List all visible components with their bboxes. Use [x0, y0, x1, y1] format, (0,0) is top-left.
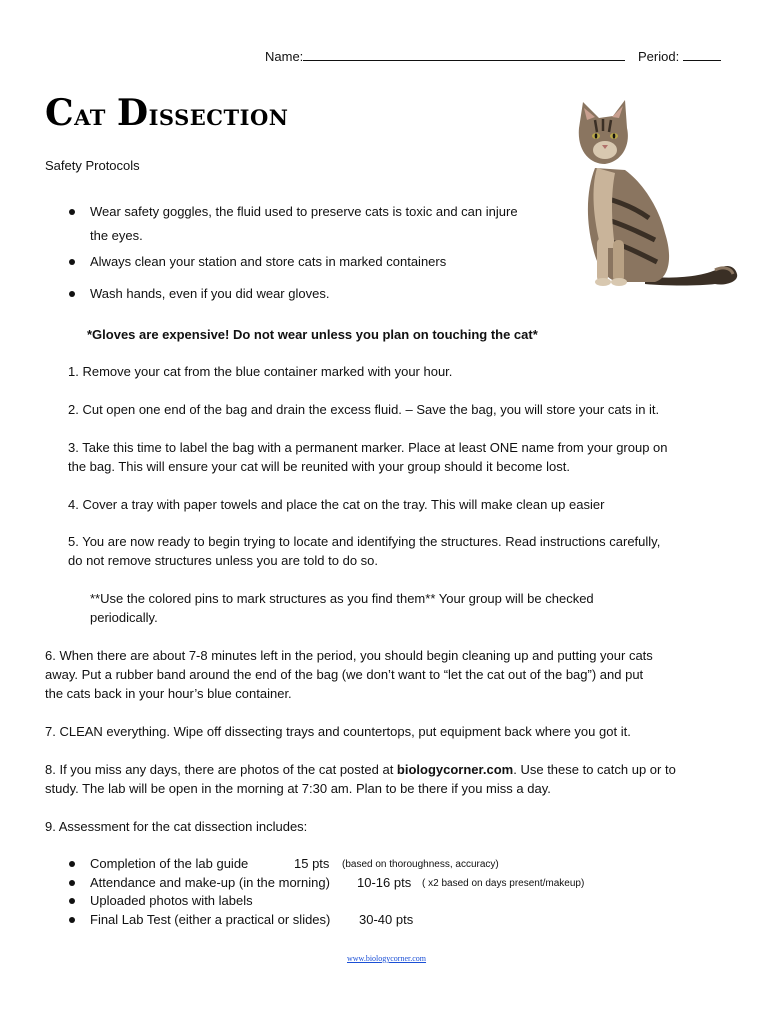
page-title	[45, 92, 288, 134]
assessment-points: 30-40 pts	[359, 912, 414, 927]
step-7: 7. CLEAN everything. Wipe off dissecting trays and countertops, put equipment back where you got it.	[45, 724, 631, 739]
safety-item-3: Wash hands, even if you did wear gloves.	[90, 286, 330, 301]
assessment-points: 15 pts	[294, 856, 330, 871]
biologycorner-link-text: biologycorner.com	[396, 762, 514, 777]
gloves-note: *Gloves are expensive! Do not wear unless you plan on touching the cat*	[87, 327, 538, 342]
assessment-item-2: Attendance and make-up (in the morning)	[90, 875, 330, 890]
bullet-icon	[69, 861, 75, 867]
safety-item-2: Always clean your station and store cats in marked containers	[90, 254, 447, 269]
title-cap-1: C	[45, 92, 75, 134]
bullet-icon	[69, 880, 75, 886]
safety-item-1-line-1: Wear safety goggles, the fluid used to preserve cats is toxic and can injure	[90, 204, 518, 219]
assessment-item-1	[90, 854, 248, 873]
footer-link[interactable]: www.biologycorner.com	[347, 954, 427, 963]
step-3-line-1: 3. Take this time to label the bag with a permanent marker. Place at least ONE name from your group on	[68, 440, 668, 455]
title-rest-2: issection	[148, 98, 289, 133]
bullet-icon	[69, 917, 75, 923]
safety-item-1-line-2: the eyes.	[90, 228, 143, 243]
name-blank-line	[303, 48, 625, 61]
step-6-line-1: 6. When there are about 7-8 minutes left in the period, you should begin cleaning up and putting your cats	[45, 648, 653, 663]
step-6-line-3: the cats back in your hour’s blue container.	[45, 686, 292, 701]
name-label: Name:	[265, 49, 304, 64]
step-9: 9. Assessment for the cat dissection includes:	[45, 819, 308, 834]
step-5-line-1: 5. You are now ready to begin trying to locate and identifying the structures. Read instructions carefully,	[68, 534, 661, 549]
bullet-icon	[69, 209, 75, 215]
bullet-icon	[69, 259, 75, 265]
title-cap-2: D	[116, 92, 149, 134]
cat-photo	[565, 98, 743, 290]
step-8-text-post: . Use these to catch up or to	[513, 762, 676, 777]
step-1: 1. Remove your cat from the blue container marked with your hour.	[68, 364, 453, 379]
assessment-note: (based on thoroughness, accuracy)	[342, 859, 499, 870]
safety-heading: Safety Protocols	[45, 158, 140, 173]
assessment-points: 10-16 pts	[357, 875, 412, 890]
title-rest-1: at	[74, 98, 117, 133]
pins-note-line-2: periodically.	[90, 610, 158, 625]
assessment-note: ( x2 based on days present/makeup)	[422, 878, 585, 889]
step-4: 4. Cover a tray with paper towels and place the cat on the tray. This will make clean up easier	[68, 497, 605, 512]
period-blank-line	[683, 48, 721, 61]
step-8-line-1	[45, 760, 676, 779]
assessment-label: Completion of the lab guide	[90, 856, 249, 871]
assessment-item-4: Final Lab Test (either a practical or slides)	[90, 912, 331, 927]
step-8-text-pre: 8. If you miss any days, there are photos of the cat posted at	[45, 762, 397, 777]
step-6-line-2: away. Put a rubber band around the end of the bag (we don’t want to “let the cat out of the bag”) and put	[45, 667, 644, 682]
pins-note-line-1: **Use the colored pins to mark structures as you find them** Your group will be checked	[90, 591, 594, 606]
step-5-line-2: do not remove structures unless you are told to do so.	[68, 553, 379, 568]
period-field	[638, 48, 721, 64]
step-2: 2. Cut open one end of the bag and drain the excess fluid. – Save the bag, you will store your cats in it.	[68, 402, 660, 417]
bullet-icon	[69, 291, 75, 297]
step-8-line-2: study. The lab will be open in the morning at 7:30 am. Plan to be there if you miss a day.	[45, 781, 551, 796]
assessment-item-3: Uploaded photos with labels	[90, 893, 253, 908]
bullet-icon	[69, 898, 75, 904]
period-label: Period:	[638, 49, 680, 64]
name-field	[265, 48, 625, 64]
step-3-line-2: the bag. This will ensure your cat will be reunited with your group should it become lost.	[68, 459, 570, 474]
